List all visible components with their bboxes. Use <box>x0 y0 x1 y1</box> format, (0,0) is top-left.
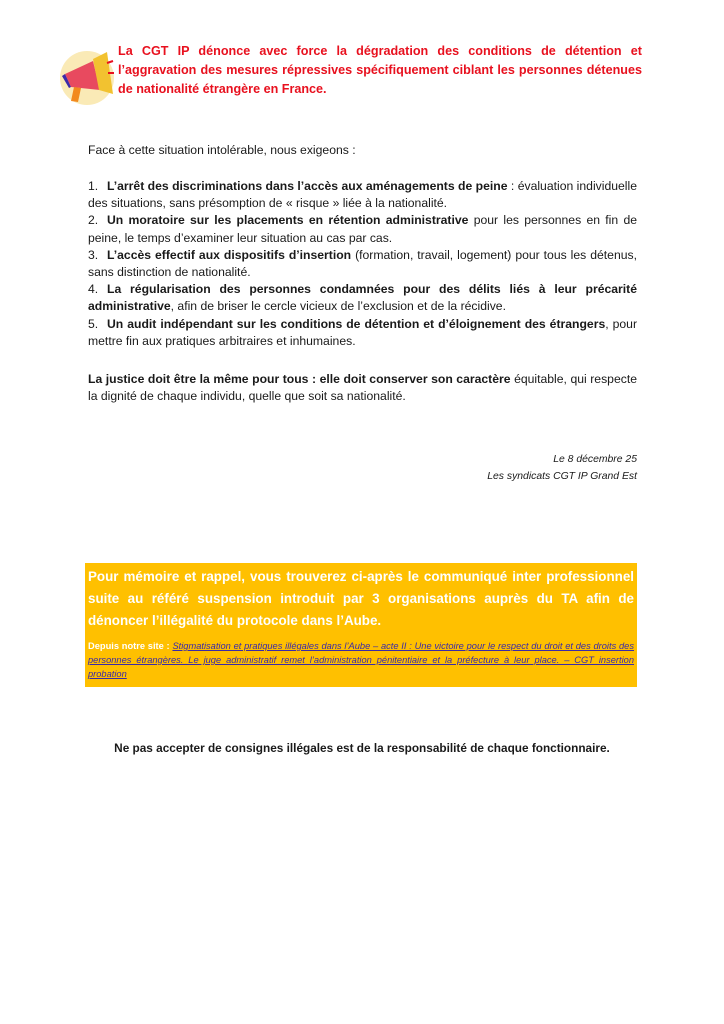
megaphone-icon <box>57 44 115 114</box>
headline: La CGT IP dénonce avec force la dégradation des conditions de détention et l’aggravation des mesures répressives spécifiquement ciblant les personnes détenues de nationalité étrangère en France. <box>118 44 642 96</box>
signature-author: Les syndicats CGT IP Grand Est <box>487 471 637 482</box>
site-label: Depuis notre site : <box>88 641 170 651</box>
list-item: 5. Un audit indépendant sur les conditions de détention et d’éloignement des étrangers, pour mettre fin aux pratiques arbitraires et inhumaines. <box>88 316 637 348</box>
conclusion: La justice doit être la même pour tous : elle doit conserver son caractère équitable, qui respecte la dignité de chaque individu, quelle que soit sa nationalité. <box>88 372 637 404</box>
header <box>57 42 642 114</box>
signature-date: Le 8 décembre 25 <box>553 454 637 465</box>
article-link[interactable]: Stigmatisation et pratiques illégales dans l’Aube – acte II : Une victoire pour le respect du droit et des droits des personnes étrangères. Le juge administratif remet l’administration pénitentiaire et la préfecture à leur place. – CGT insertion probation <box>88 641 634 679</box>
list-item: 2. Un moratoire sur les placements en rétention administrative pour les personnes en fin de peine, le temps d’examiner leur situation au cas par cas. <box>88 213 637 245</box>
memo-box <box>85 563 637 687</box>
footer-note: Ne pas accepter de consignes illégales est de la responsabilité de chaque fonctionnaire. <box>114 741 610 755</box>
list-item: 1. L’arrêt des discriminations dans l’accès aux aménagements de peine : évaluation individuelle des situations, sans présomption de « risque » liée à la nationalité. <box>88 179 637 211</box>
memo-text: Pour mémoire et rappel, vous trouverez ci-après le communiqué inter professionnel suite au référé suspension introduit par 3 organisations auprès du TA afin de dénoncer l’illégalité du protocole dans l’Aube. <box>88 569 634 628</box>
intro-text: Face à cette situation intolérable, nous exigeons : <box>88 143 356 157</box>
demands-list <box>88 178 637 350</box>
memo-site <box>88 639 634 681</box>
list-item: 3. L’accès effectif aux dispositifs d’insertion (formation, travail, logement) pour tous les détenus, sans distinction de nationalité. <box>88 247 637 280</box>
list-item: 4. La régularisation des personnes condamnées pour des délits liés à leur précarité administrative, afin de briser le cercle vicieux de l’exclusion et de la récidive. <box>88 282 637 314</box>
signature <box>487 451 637 485</box>
